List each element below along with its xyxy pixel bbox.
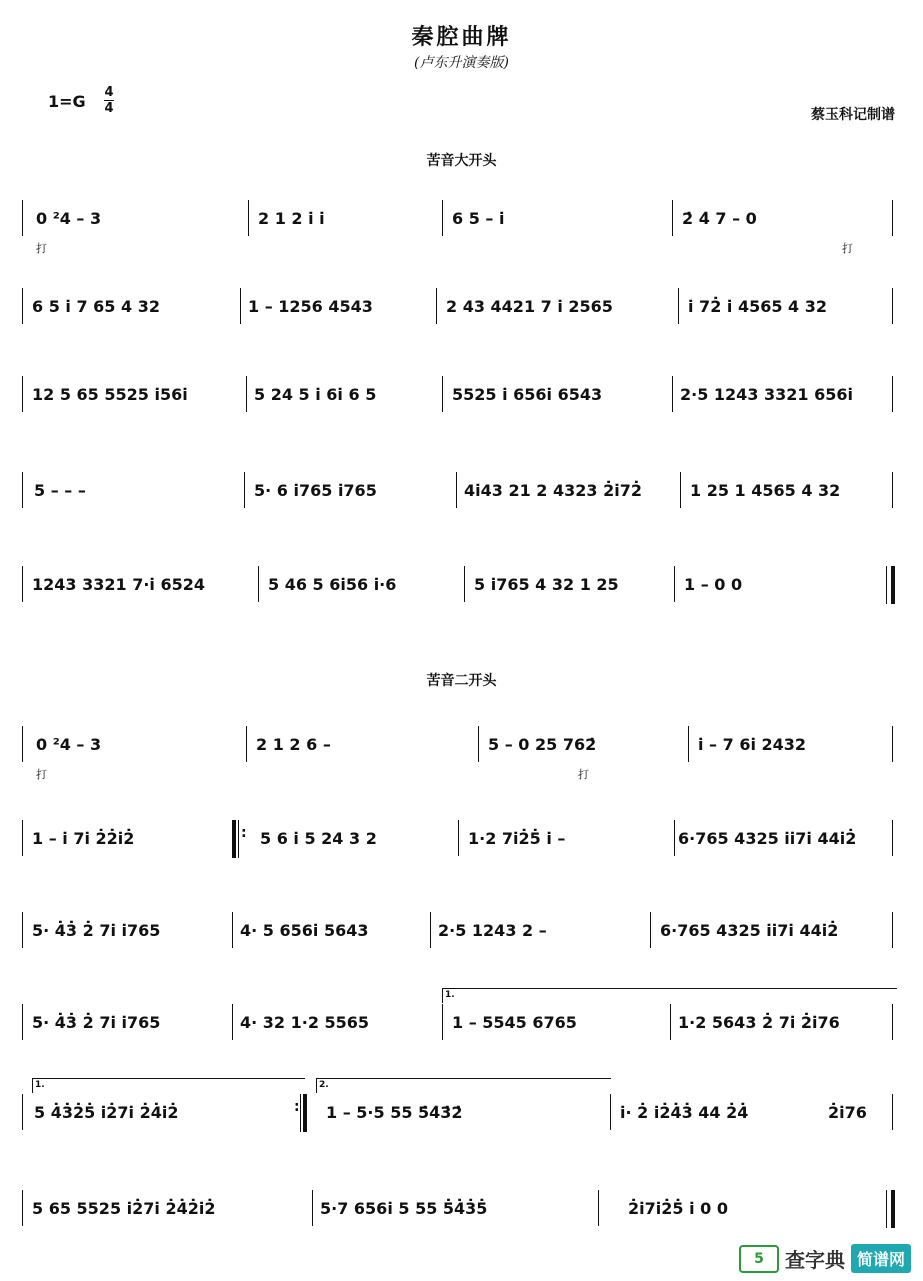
measure: 5 4̇3̇2̇5̇ i̇2̇7i̇ 2̇4̇i̇2̇ xyxy=(34,1103,179,1122)
measure: 5 24 5 i̇ 6i̇ 6 5 xyxy=(254,385,377,404)
barline xyxy=(670,1004,671,1040)
barline xyxy=(22,1190,23,1226)
measure: 5· 6 i̇765 i̇765 xyxy=(254,481,377,500)
measure: 2·5 1243 3321 656i̇ xyxy=(680,385,853,404)
measure: 0 ²4 – 3 xyxy=(36,735,102,754)
measure: 1·2 7i̇2̇5̇ i̇ – xyxy=(468,829,566,848)
barline xyxy=(240,288,241,324)
measure: 2̇ 4̇ 7 – 0 xyxy=(682,209,757,228)
barline xyxy=(22,820,23,856)
measure: 1 – 5545 6765 xyxy=(452,1013,577,1032)
barline xyxy=(598,1190,599,1226)
barline xyxy=(436,288,437,324)
watermark-logo: 5 xyxy=(739,1245,779,1273)
measure: 2 1 2 6 – xyxy=(256,735,331,754)
barline xyxy=(22,200,23,236)
measure: 5 – 0 25 762̇ xyxy=(488,735,597,754)
watermark-box: 简谱网 xyxy=(851,1244,911,1273)
barline xyxy=(458,820,459,856)
barline xyxy=(442,1004,443,1040)
barline xyxy=(892,1004,893,1040)
staff-row xyxy=(22,726,894,781)
staff-row xyxy=(22,820,894,860)
barline xyxy=(892,1094,893,1130)
barline xyxy=(892,376,893,412)
staff-row xyxy=(22,288,894,328)
time-bottom: 4 xyxy=(104,101,114,116)
repeat-end-barline: : xyxy=(294,1094,310,1132)
barline xyxy=(258,566,259,602)
volta-1-repeat: 1. xyxy=(32,1078,305,1093)
measure: 2̇i̇7i̇2̇5̇ i̇ 0 0 xyxy=(628,1199,728,1218)
measure: 5· 4̇3̇ 2̇ 7i̇ i̇765 xyxy=(32,1013,161,1032)
strike-mark: 打 xyxy=(36,242,47,255)
barline xyxy=(22,912,23,948)
section-title-2: 苦音二开头 xyxy=(426,673,497,689)
key-signature: 1=G xyxy=(48,92,86,111)
barline xyxy=(672,376,673,412)
time-signature xyxy=(104,85,114,116)
staff-row xyxy=(22,376,894,416)
barline xyxy=(244,472,245,508)
barline xyxy=(246,726,247,762)
barline xyxy=(442,376,443,412)
measure: 1 – 0 0 xyxy=(684,575,743,594)
strike-mark: 打 xyxy=(36,768,47,781)
barline xyxy=(672,200,673,236)
measure: 12 5 65 5525 i̇56i̇ xyxy=(32,385,188,404)
barline xyxy=(892,472,893,508)
barline xyxy=(22,1094,23,1130)
barline xyxy=(674,566,675,602)
measure: 5 46 5 6i̇56 i̇·6 xyxy=(268,575,397,594)
barline xyxy=(892,726,893,762)
barline xyxy=(442,200,443,236)
measure: 4· 5 656i̇ 5643 xyxy=(240,921,369,940)
measure: 1 25 1 4565 4 32 xyxy=(690,481,841,500)
repeat-start-barline: : xyxy=(232,820,246,858)
barline xyxy=(674,820,675,856)
strike-mark: 打 xyxy=(842,242,853,255)
measure: 6 5 i̇ 7 65 4 32 xyxy=(32,297,160,316)
measure: 5 6 i̇ 5 24 3 2 xyxy=(260,829,377,848)
barline xyxy=(22,566,23,602)
barline xyxy=(22,472,23,508)
barline xyxy=(22,726,23,762)
barline xyxy=(610,1094,611,1130)
barline xyxy=(892,912,893,948)
author-credit: 蔡玉科记制谱 xyxy=(811,107,895,123)
measure: i̇ – 7 6i̇ 2432 xyxy=(698,735,807,754)
barline xyxy=(232,1004,233,1040)
page-subtitle: (卢东升演奏版) xyxy=(414,55,509,71)
measure: 1243 3321 7·i̇ 6524 xyxy=(32,575,205,594)
barline xyxy=(680,472,681,508)
measure: 5 65 5525 i̇2̇7i̇ 2̇4̇2̇i̇2̇ xyxy=(32,1199,216,1218)
measure: 1 – 5·5 55 5̇4̇3̇2̇ xyxy=(326,1103,463,1122)
measure: 5· 4̇3̇ 2̇ 7i̇ i̇765 xyxy=(32,921,161,940)
barline xyxy=(650,912,651,948)
volta-1: 1. xyxy=(442,988,897,1003)
measure: 6 5 – i̇ xyxy=(452,209,505,228)
barline xyxy=(246,376,247,412)
watermark-text: 查字典 xyxy=(784,1248,845,1272)
barline xyxy=(678,288,679,324)
measure: 1 – i̇ 7i̇ 2̇2̇i̇2̇ xyxy=(32,829,135,848)
barline xyxy=(892,820,893,856)
measure: i̇· 2̇ i̇2̇4̇3̇ 44 2̇4̇ xyxy=(620,1103,749,1122)
staff-row xyxy=(22,912,894,952)
barline xyxy=(892,288,893,324)
staff-row xyxy=(22,1080,894,1134)
staff-row xyxy=(22,990,894,1044)
barline xyxy=(22,376,23,412)
staff-row xyxy=(22,200,894,255)
watermark xyxy=(739,1244,911,1273)
volta-2: 2. xyxy=(316,1078,611,1093)
barline xyxy=(430,912,431,948)
strike-mark: 打 xyxy=(578,768,589,781)
measure: 4· 32 1·2 5565 xyxy=(240,1013,370,1032)
barline xyxy=(478,726,479,762)
barline xyxy=(232,912,233,948)
measure: 5 – – – xyxy=(34,481,86,500)
measure: i̇ 72̇ i̇ 4565 4 32 xyxy=(688,297,828,316)
measure: 2̇i̇76 xyxy=(828,1103,867,1122)
barline xyxy=(22,1004,23,1040)
staff-row xyxy=(22,1190,894,1230)
measure: 5·7 656i̇ 5 55 5̇4̇3̇5̇ xyxy=(320,1199,488,1218)
barline xyxy=(22,288,23,324)
page-title: 秦腔曲牌 xyxy=(411,24,512,50)
section-title-1: 苦音大开头 xyxy=(426,153,497,169)
measure: 4i̇43 21 2 4323 2̇i̇72̇ xyxy=(464,481,642,500)
measure: 5525 i̇ 656i̇ 6543 xyxy=(452,385,603,404)
barline xyxy=(464,566,465,602)
barline xyxy=(456,472,457,508)
measure: 1 – 1256 4543 xyxy=(248,297,373,316)
measure: 6·765 4325 i̇i̇7i̇ 44i̇2̇ xyxy=(678,829,857,848)
measure: 5 i̇765 4 32 1 25 xyxy=(474,575,619,594)
measure: 1·2 5643 2̇ 7i̇ 2̇i̇76 xyxy=(678,1013,840,1032)
staff-row xyxy=(22,472,894,512)
barline xyxy=(248,200,249,236)
barline xyxy=(312,1190,313,1226)
measure: 2·5 1243 2 – xyxy=(438,921,547,940)
measure: 2 43 4421 7 i̇ 2565 xyxy=(446,297,613,316)
barline xyxy=(688,726,689,762)
measure: 2 1 2 i̇ i̇ xyxy=(258,209,325,228)
barline xyxy=(892,200,893,236)
measure: 0 ²4 – 3 xyxy=(36,209,102,228)
staff-row xyxy=(22,566,894,606)
time-top: 4 xyxy=(104,85,114,100)
measure: 6·765 4325 i̇i̇7i̇ 44i̇2̇ xyxy=(660,921,839,940)
